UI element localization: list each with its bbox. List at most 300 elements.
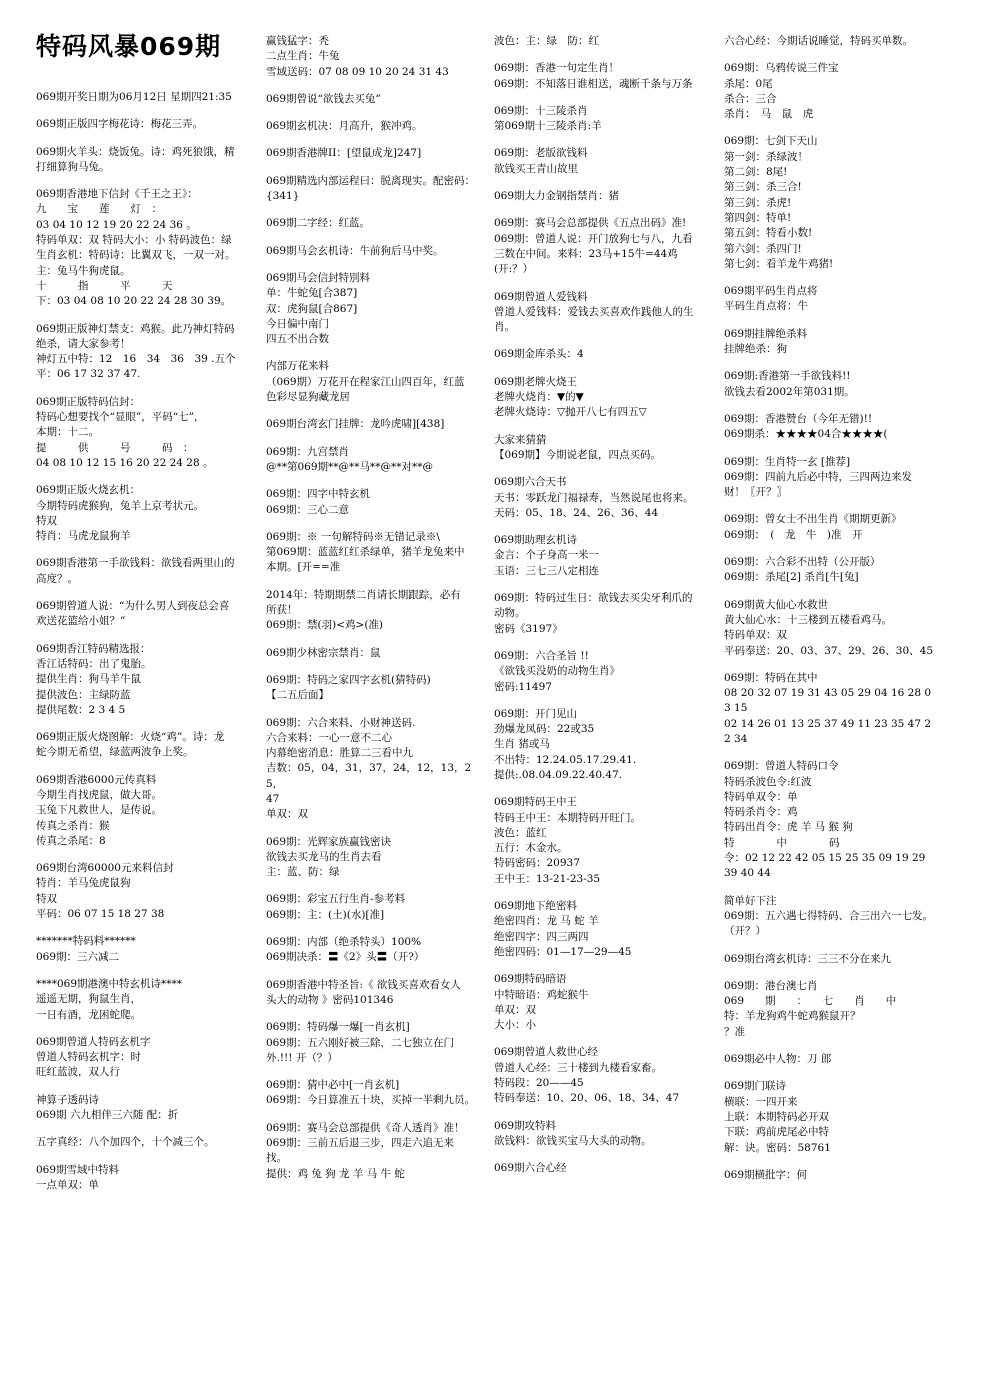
- text-line: 069期：赛马会总部提供《奇人透肖》准！: [266, 1121, 465, 1134]
- text-line: 《欲钱买没奶的动物生肖》: [494, 665, 620, 678]
- text-block: [266, 892, 488, 923]
- text-line: 069期：香港赞台（今年无错)!!: [724, 412, 873, 425]
- text-block: [266, 487, 488, 518]
- text-block: [494, 649, 716, 695]
- text-line: 打细算狗马兔。: [36, 160, 110, 173]
- text-line: 单双：双: [266, 808, 308, 821]
- text-line: 赢钱猛字：秃: [266, 35, 329, 47]
- text-line: 069期：特码之家四字玄机(猜特码): [266, 673, 431, 686]
- text-block: [266, 935, 488, 966]
- text-line: 头大的动物 》密码101346: [266, 993, 394, 1006]
- text-block: [724, 555, 946, 586]
- text-line: 069期：曾女士不出生肖《期期更新》: [724, 513, 902, 526]
- text-line: 不出特：12.24.05.17.29.41.: [494, 753, 637, 766]
- text-block: [494, 795, 716, 887]
- text-block: [36, 1135, 258, 1150]
- text-line: 069期：曾道人特码口令: [724, 760, 839, 773]
- text-line: 所获！: [266, 604, 298, 617]
- text-line: 069期平码生肖点将: [724, 285, 818, 298]
- text-block: [266, 588, 488, 634]
- text-block: [266, 146, 488, 161]
- text-line: 069期助理玄机诗: [494, 534, 578, 547]
- text-line: 特：羊龙狗鸡牛蛇鸡猴鼠开？: [724, 1010, 861, 1023]
- text-line: 069期正版火烧玄机：: [36, 484, 141, 497]
- text-line: 肖。: [494, 321, 515, 334]
- text-block: [266, 119, 488, 134]
- text-line: 069期台湾60000元来料信封: [36, 862, 174, 875]
- text-line: 2 34: [724, 732, 748, 745]
- text-block: [724, 512, 946, 543]
- text-line: 2014年：特期期禁二肖请长期跟踪，必有: [266, 588, 461, 601]
- text-line: 密码:11497: [494, 680, 552, 693]
- text-block: [494, 61, 716, 92]
- text-block: [36, 395, 258, 471]
- text-block: [36, 90, 258, 105]
- text-block: [266, 34, 488, 80]
- text-block: [724, 327, 946, 358]
- text-line: 069期香港6000元传真料: [36, 773, 157, 786]
- text-line: 第一剑：杀绿波！: [724, 150, 808, 163]
- text-line: 第三剑：杀虎!: [724, 196, 792, 209]
- text-block: [266, 716, 488, 823]
- text-line: 069期：特码过生日：欲钱去买尖牙利爪的: [494, 592, 693, 605]
- text-line: 二点生肖：牛兔: [266, 50, 340, 63]
- text-block: [266, 359, 488, 405]
- text-line: 069期：七剑下天山: [724, 135, 818, 148]
- text-line: 提 供 号 码 ：: [36, 441, 194, 454]
- text-block: [266, 1020, 488, 1066]
- text-line: 069期：十三陵杀肖: [494, 104, 588, 117]
- text-line: 九 宝 莲 灯 ：: [36, 203, 162, 216]
- text-line: 069期六合天书: [494, 476, 567, 489]
- text-line: 第三剑：杀三合!: [724, 181, 802, 194]
- text-line: 提供：鸡 兔 狗 龙 羊 马 牛 蛇: [266, 1167, 405, 1180]
- text-line: 069期香江特码精选报：: [36, 642, 151, 655]
- text-line: 大家来猜猜: [494, 433, 547, 446]
- text-block: [266, 673, 488, 704]
- text-line: 六合来料：一心一意不二心: [266, 731, 392, 744]
- text-line: 特码杀肖令：鸡: [724, 806, 798, 819]
- text-line: 069期香港中特圣旨:《 欲钱买喜欢看女人: [266, 978, 461, 991]
- text-line: 069期老牌火烧王: [494, 375, 578, 388]
- text-block: [494, 347, 716, 362]
- text-line: 069期决杀：〓《2》头〓（开?）: [266, 951, 425, 964]
- text-line: 069期马会玄机诗：牛前狗后马中奖。: [266, 244, 444, 257]
- text-block: [494, 104, 716, 135]
- text-line: 069期：光辉家族赢钱密诀: [266, 835, 392, 848]
- text-block: [494, 146, 716, 177]
- text-line: 外.!!! 开（？）: [266, 1051, 338, 1064]
- text-block: [724, 34, 946, 49]
- text-line: 特码心想要找个“显眼”，平码“七”，: [36, 411, 205, 424]
- text-line: 第七剑：看羊龙牛鸡猪!: [724, 257, 834, 270]
- text-line: 069期金库杀头：4: [494, 348, 584, 361]
- text-line: 天书：零跃龙门福禄寿，当然说尾也将来。: [494, 491, 694, 504]
- text-line: 今期生肖找虎鼠，做大哥。: [36, 788, 162, 801]
- text-line: 069期:香港第一手欲钱料!!: [724, 370, 851, 383]
- text-line: 069期：五六遇七得特码、合三出六一七发。: [724, 909, 934, 922]
- text-line: 069期：四前九后必中特，三四两边来发: [724, 470, 913, 483]
- text-block: [724, 894, 946, 940]
- text-line: 069期：猜中必中[一肖玄机]: [266, 1079, 400, 1092]
- text-line: 生肖玄机：特码诗：比翼双飞，一双一对。: [36, 249, 236, 262]
- text-line: 特码段：20——45: [494, 1077, 584, 1090]
- text-line: 069期：六合圣旨 !!: [494, 649, 589, 662]
- text-line: 横联：一四开来: [724, 1095, 798, 1108]
- text-line: 找。: [266, 1152, 287, 1165]
- text-block: [36, 483, 258, 544]
- text-line: 今日偏中南门: [266, 317, 329, 330]
- text-line: 069期正版神灯禁支：鸡猴。此乃神灯特码: [36, 322, 235, 335]
- text-block: [494, 972, 716, 1033]
- text-line: 波色：主：绿 防：红: [494, 35, 599, 47]
- text-line: 解：诀。密码：58761: [724, 1141, 831, 1154]
- text-block: [724, 671, 946, 747]
- text-line: 069期：六合来料、小财神送码.: [266, 716, 416, 729]
- text-line: 五字真经：八个加四个，十个减三个。: [36, 1136, 215, 1149]
- text-line: 069期杀：★★★★04合★★★★(: [724, 428, 888, 441]
- text-line: ？准: [724, 1025, 745, 1038]
- text-block: [266, 216, 488, 231]
- text-line: 绝密四肖：龙 马 蛇 羊: [494, 915, 599, 928]
- text-line: 三数在中间。来料：23马+15牛=44鸡: [494, 247, 678, 260]
- text-line: 旺红蓝波，双人行: [36, 1066, 120, 1079]
- text-line: 提供尾数：2 3 4 5: [36, 703, 126, 716]
- text-line: 生肖 猪或马: [494, 738, 550, 751]
- text-line: 069期少林密宗禁肖：鼠: [266, 646, 381, 659]
- text-line: 第069期：蓝蓝红红杀绿单，猪羊龙兔来中: [266, 546, 465, 559]
- text-block: [36, 187, 258, 309]
- text-line: 第二剑：8尾!: [724, 166, 788, 179]
- text-line: 069期正版火烧图解：火烧“鸡”。诗：龙: [36, 731, 225, 744]
- text-line: 一点单双：单: [36, 1178, 99, 1191]
- text-line: 神算子透码诗: [36, 1093, 99, 1106]
- text-line: 杀肖： 马 鼠 虎: [724, 108, 814, 121]
- text-line: 提供生肖：狗马羊牛鼠: [36, 673, 141, 686]
- text-line: 十 指 平 天: [36, 279, 173, 292]
- text-line: 特码单双：双: [724, 629, 787, 642]
- text-line: 本期：十二。: [36, 426, 99, 439]
- text-line: 平码：06 07 15 18 27 38: [36, 908, 165, 921]
- text-line: 069期：港台澳七肖: [724, 979, 818, 992]
- text-line: 第六剑：杀四门!: [724, 242, 802, 255]
- column-4: [724, 34, 946, 1385]
- text-line: 3 15: [724, 702, 748, 715]
- text-line: 069期香港牌II：[望鼠成龙]247]: [266, 147, 422, 160]
- text-line: 色彩尽显狗藏龙居: [266, 391, 350, 404]
- text-block: [36, 977, 258, 1023]
- text-line: 动物。: [494, 607, 526, 620]
- text-block: [494, 290, 716, 336]
- text-line: 特码密码：20937: [494, 857, 580, 870]
- text-line: 欲钱料：欲钱买宝马大头的动物。: [494, 1134, 652, 1147]
- text-block: [724, 412, 946, 443]
- text-line: 香江话特码：出了鬼胎。: [36, 657, 152, 670]
- text-block: [724, 1052, 946, 1067]
- text-line: 069期曾说“欲钱去买兔”: [266, 92, 381, 105]
- text-line: 069 期 ： 七 肖 中: [724, 995, 897, 1008]
- text-block: [724, 598, 946, 659]
- text-line: 绝密四字：四三两四: [494, 930, 589, 943]
- page-title: 特码风暴069期: [36, 32, 222, 61]
- text-line: 069期：彩宝五行生肖-参考料: [266, 893, 406, 906]
- text-line: 39 40 44: [724, 867, 771, 880]
- text-line: 069期：九宫禁肖: [266, 445, 350, 458]
- text-line: 杀尾：0尾: [724, 77, 773, 90]
- text-line: 第五剑：特看小数!: [724, 227, 813, 240]
- text-block: [36, 599, 258, 630]
- text-line: 069期：三前五后退三步，四走六追无来: [266, 1137, 455, 1150]
- text-line: 密码《3197》: [494, 622, 563, 635]
- text-line: 069期：香港一句定生肖！: [494, 62, 620, 75]
- text-line: 挂牌绝杀：狗: [724, 343, 787, 356]
- text-line: 069期：禁(羽)<鸡>(准): [266, 619, 384, 632]
- text-block: [36, 117, 258, 132]
- text-line: 特双: [36, 892, 57, 905]
- text-block: [494, 533, 716, 579]
- text-line: 特码单双：双 特码大小：小 特码波色：绿: [36, 234, 232, 247]
- text-line: 069期精选内部运程曰：脱离现实。配密码：: [266, 174, 476, 187]
- text-line: 069期：特码在其中: [724, 671, 818, 684]
- text-block: [266, 92, 488, 107]
- text-line: 平：06 17 32 37 47.: [36, 368, 141, 381]
- text-line: 上联：本期特码必开双: [724, 1110, 829, 1123]
- column-1: [36, 90, 258, 1385]
- text-line: 069期黄大仙心水救世: [724, 598, 829, 611]
- text-block: [266, 646, 488, 661]
- text-line: 蛇今期无希望，绿蓝两波争上奖。: [36, 746, 194, 759]
- text-line: 069期正版特码信封：: [36, 395, 141, 408]
- text-line: 曾道人特码玄机字：时: [36, 1051, 141, 1064]
- text-line: 第四剑：特单!: [724, 211, 792, 224]
- text-line: 平码生肖点将：牛: [724, 300, 808, 313]
- text-line: 069期：四字中特玄机: [266, 488, 371, 501]
- text-line: {341}: [266, 190, 300, 203]
- text-line: 欲钱去看2002年第031期。: [724, 385, 855, 398]
- text-line: 单双：双: [494, 1003, 536, 1016]
- text-block: [724, 759, 946, 881]
- text-line: 特肖：马虎龙鼠狗羊: [36, 530, 131, 543]
- text-line: 069期：乌鸦传说三件宝: [724, 62, 839, 75]
- text-line: 主：兔马牛狗虎鼠。: [36, 264, 131, 277]
- text-line: 069期香港第一手欲钱料：欲钱看两里山的: [36, 557, 235, 570]
- text-block: [724, 952, 946, 967]
- text-line: 特双: [36, 514, 57, 527]
- text-line: ****069期港澳中特玄机诗****: [36, 977, 183, 990]
- text-line: 069期攻特料: [494, 1119, 557, 1132]
- text-block: [494, 433, 716, 464]
- text-line: 069期横批字：何: [724, 1168, 808, 1181]
- text-line: 简单好下注: [724, 894, 777, 907]
- text-line: 069期：主：(土)(水)[准]: [266, 908, 385, 921]
- text-line: 069期雪域中特料: [36, 1163, 120, 1176]
- text-line: 玉语：三七三八定相连: [494, 564, 599, 577]
- text-block: [266, 244, 488, 259]
- text-line: 内幕绝密消息：胜算二三看中九: [266, 747, 413, 760]
- text-line: 069期必中人物：刀 郎: [724, 1053, 832, 1066]
- text-block: [494, 34, 716, 49]
- text-block: [494, 1045, 716, 1106]
- text-line: 47: [266, 792, 280, 805]
- text-line: 绝杀，请大家参考！: [36, 337, 131, 350]
- text-line: 069期台湾玄门挂牌：龙吟虎啸][438]: [266, 418, 445, 431]
- text-block: [36, 1093, 258, 1124]
- text-block: [494, 1161, 716, 1176]
- text-line: 069期：不知落日谁相送，魂断千条与万条: [494, 77, 693, 90]
- text-line: 老牌火烧肖：▼的▼: [494, 391, 584, 404]
- text-block: [266, 174, 488, 205]
- text-line: 曾道人心经：三十楼到九楼看家畜。: [494, 1061, 662, 1074]
- text-line: 069期：老版欲钱料: [494, 147, 588, 160]
- text-line: 069期挂牌绝杀料: [724, 327, 808, 340]
- text-line: 069期：曾道人说：开门放狗七与八，九看: [494, 232, 693, 245]
- text-line: 遥遥无期，狗鼠生肖，: [36, 993, 141, 1006]
- text-line: 绝密四码：01—17—29—45: [494, 945, 632, 958]
- text-block: [724, 61, 946, 122]
- text-block: [36, 322, 258, 383]
- text-block: [494, 375, 716, 421]
- text-line: 今期特码虎猴狗，兔羊上京考状元。: [36, 499, 204, 512]
- text-block: [494, 475, 716, 521]
- text-line: 吉数：05，04，31，37，24，12，13，25，: [266, 762, 472, 790]
- text-line: 主：蓝、防：绿: [266, 866, 340, 879]
- column-2: [266, 34, 488, 1385]
- text-line: 平码奉送：20、03、37、29、26、30、45: [724, 644, 934, 657]
- text-line: 神灯五中特：12 16 34 36 39 .五个: [36, 353, 236, 366]
- text-line: *******特码料******: [36, 935, 136, 948]
- text-line: 02 14 26 01 13 25 37 49 11 23 35 47 2: [724, 717, 932, 730]
- text-line: 波色：蓝红: [494, 826, 547, 839]
- text-block: [266, 835, 488, 881]
- text-line: 一日有酒，龙困蛇爬。: [36, 1008, 141, 1021]
- text-line: （开？）: [724, 925, 766, 938]
- text-line: 069期正版四字梅花诗：梅花三弄。: [36, 118, 204, 131]
- text-line: 传真之杀尾：8: [36, 834, 106, 847]
- text-line: 金言：个子身高一米一: [494, 549, 599, 562]
- text-line: 069期火羊头：烧饭兔。诗：鸡死狼饿，精: [36, 145, 235, 158]
- text-line: 大小：小: [494, 1019, 536, 1032]
- text-line: 069期：※ 一句解特码※无错记录※\: [266, 530, 440, 543]
- text-line: 069期特码王中王: [494, 796, 578, 809]
- text-line: 财！〖开？〗: [724, 486, 787, 499]
- text-block: [494, 1119, 716, 1150]
- text-line: 069期：开门见山: [494, 707, 578, 720]
- text-line: 069期曾道人救世心经: [494, 1046, 599, 1059]
- text-line: 本期。[开==准: [266, 561, 341, 574]
- text-line: 传真之杀肖：猴: [36, 819, 110, 832]
- text-line: 特码杀波色令:红波: [724, 775, 812, 788]
- text-line: 069期门联诗: [724, 1080, 787, 1093]
- text-block: [724, 1168, 946, 1183]
- text-block: [724, 369, 946, 400]
- text-block: [494, 591, 716, 637]
- text-line: 天码：05、18、24、26、36、44: [494, 506, 659, 519]
- text-line: 特码单双令：单: [724, 790, 798, 803]
- text-line: 069期： ( 龙 牛 )准 开: [724, 528, 863, 541]
- text-block: [36, 861, 258, 922]
- text-block: [724, 1079, 946, 1155]
- text-line: 069期：特码爆一爆[一肖玄机]: [266, 1021, 410, 1034]
- text-line: 玉兔下凡救世人，是传说。: [36, 804, 162, 817]
- text-line: 069期大力金钢指禁肖：猪: [494, 190, 620, 203]
- text-line: 069期特码暗语: [494, 973, 567, 986]
- text-line: 069期曾道人特码玄机字: [36, 1035, 151, 1048]
- text-line: @**第069期**@**马**@**对**@: [266, 460, 434, 473]
- text-line: 08 20 32 07 19 31 43 05 29 04 16 28 0: [724, 687, 932, 700]
- text-line: 069期：赛马会总部提供《五点出码》准!: [494, 217, 687, 230]
- text-line: (开:？）: [494, 263, 534, 276]
- text-block: [36, 642, 258, 718]
- text-line: 第069期十三陵杀肖:羊: [494, 120, 602, 133]
- text-line: 069期地下绝密料: [494, 900, 578, 913]
- text-line: 069期：生肖特一玄 [推荐]: [724, 455, 851, 468]
- text-line: 下：03 04 08 10 20 22 24 28 30 39。: [36, 295, 232, 308]
- text-block: [494, 899, 716, 960]
- text-line: 欲钱买王青山故里: [494, 162, 578, 175]
- text-block: [724, 134, 946, 272]
- text-line: 069期：三心二意: [266, 503, 350, 516]
- text-line: 069期曾道人说：“为什么男人到夜总会喜: [36, 600, 230, 613]
- text-line: 069期二字经：红蓝。: [266, 217, 371, 230]
- text-block: [36, 1035, 258, 1081]
- text-line: 069期六合心经: [494, 1162, 567, 1175]
- text-block: [266, 978, 488, 1009]
- text-line: 五行：木金水。: [494, 842, 568, 855]
- text-block: [494, 707, 716, 783]
- text-block: [36, 556, 258, 587]
- text-line: 欲钱去买龙马的生肖去看: [266, 850, 382, 863]
- text-block: [266, 417, 488, 432]
- text-block: [724, 979, 946, 1040]
- text-line: 069期：三六减二: [36, 950, 120, 963]
- text-line: 提供:.08.04.09.22.40.47.: [494, 768, 623, 781]
- text-line: 03 04 10 12 19 20 22 24 36 。: [36, 218, 197, 231]
- text-line: 069期：五六刚好被三除，二七独立在门: [266, 1036, 455, 1049]
- text-line: 069期开奖日期为06月12日 星期四21:35: [36, 91, 232, 103]
- text-line: 069期玄机决：月高升，猴冲鸡。: [266, 120, 423, 133]
- text-line: 欢送花篮给小姐？”: [36, 615, 126, 628]
- text-block: [36, 773, 258, 849]
- text-line: 特码王中王：本期特码开旺门。: [494, 811, 641, 824]
- text-line: 高度？。: [36, 572, 78, 585]
- text-line: 单：牛蛇兔[合387]: [266, 287, 358, 300]
- text-line: 特肖：羊马兔虎鼠狗: [36, 877, 131, 890]
- text-block: [494, 216, 716, 277]
- text-line: 069期：杀尾[2] 杀肖[牛[兔]: [724, 571, 859, 584]
- text-line: 069期：今日算准五十块，买掉一半剩九员。: [266, 1094, 476, 1107]
- text-block: [266, 271, 488, 347]
- text-line: 雪域送码：07 08 09 10 20 24 31 43: [266, 65, 449, 78]
- text-line: 令：02 12 22 42 05 15 25 35 09 19 29: [724, 852, 926, 865]
- text-block: [36, 730, 258, 761]
- text-line: 杀合：三合: [724, 92, 777, 105]
- text-block: [724, 284, 946, 315]
- text-line: （069期）万花开在程家江山四百年，红蓝: [266, 375, 465, 388]
- text-line: 双：虎狗鼠[合867]: [266, 302, 358, 315]
- text-line: 【069期】今期说老鼠，四点买码。: [494, 448, 662, 461]
- text-block: [266, 1078, 488, 1109]
- text-block: [266, 530, 488, 576]
- text-line: 【二五后面】: [266, 689, 329, 702]
- text-line: 069期：六合彩不出特（公开版）: [724, 556, 881, 569]
- text-line: 069期台湾玄机诗：三三不分在来九: [724, 952, 892, 965]
- text-line: 老牌火烧诗：▽抛开八七有四五▽: [494, 406, 647, 419]
- column-3: [494, 34, 716, 1385]
- text-line: 中特暗语：鸡蛇猴牛: [494, 988, 589, 1001]
- text-line: 曾道人爱钱料：爱钱去买喜欢作践他人的生: [494, 305, 694, 318]
- text-line: 069期香港地下信封《千王之王》：: [36, 188, 198, 201]
- text-block: [36, 145, 258, 176]
